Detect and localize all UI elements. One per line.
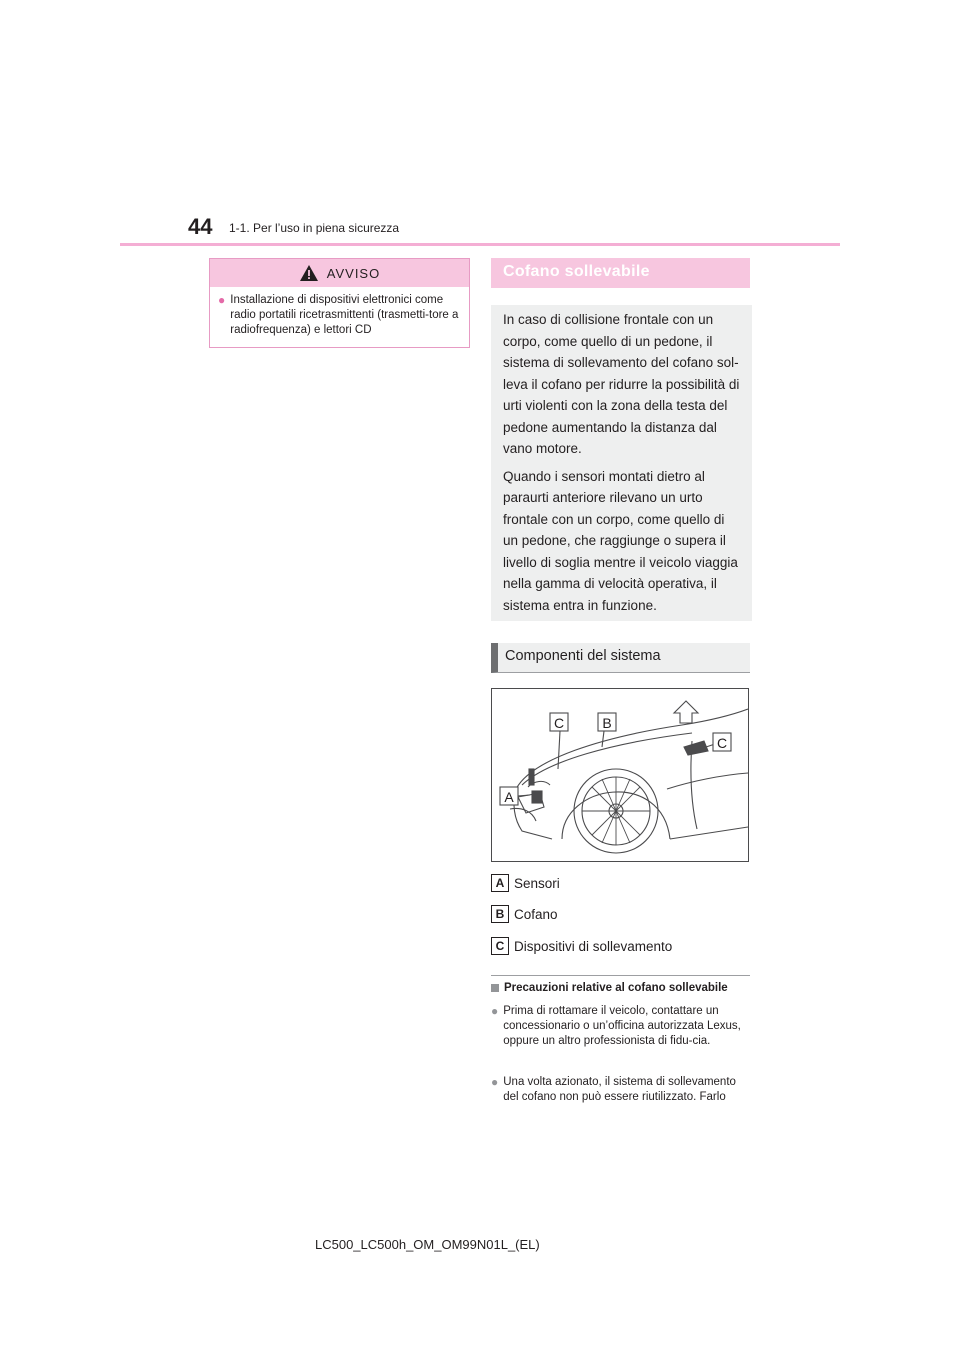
warning-box <box>209 258 470 348</box>
notes-divider <box>491 975 750 976</box>
legend-item <box>491 873 560 893</box>
figure-label-a: A <box>504 789 514 805</box>
page-number: 44 <box>188 214 213 239</box>
bullet-icon: ● <box>491 1004 499 1018</box>
bullet-icon: ● <box>491 1075 499 1089</box>
figure-label-b: B <box>602 715 612 731</box>
warning-item-text: Installazione di dispositivi elettronici come radio portatili ricetrasmittenti (trasmetti-tore a radiofrequenza) e lettori CD <box>230 294 459 336</box>
section-heading <box>491 258 750 288</box>
legend-key-b: B <box>491 905 509 923</box>
figure-label-c2: C <box>716 735 728 751</box>
legend-text: Cofano <box>514 906 558 922</box>
components-title: Componenti del sistema <box>505 648 661 664</box>
intro-box <box>491 305 752 621</box>
figure-label-c1: C <box>553 715 565 731</box>
section-title: Cofano sollevabile <box>503 263 650 280</box>
intro-paragraph-2: Quando i sensori montati dietro al paraurti anteriore rilevano un urto frontale con un corpo, come quello di un pedone, che raggiunge o supera il livello di soglia mentre il veicolo viaggia nella gamma di velocità operativa, il sistema entra in funzione. <box>503 468 738 613</box>
header-divider <box>120 243 840 246</box>
car-front-drawing <box>492 689 748 861</box>
warning-header <box>210 259 469 287</box>
note-text: Una volta azionato, il sistema di sollevamento del cofano non può essere riutilizzato. Farlo <box>503 1076 736 1103</box>
section-path: 1-1. Per l’uso in piena sicurezza <box>229 221 400 235</box>
legend-item <box>491 904 558 924</box>
components-heading <box>491 643 750 673</box>
legend-key-c: C <box>491 937 509 955</box>
car-illustration <box>491 688 749 862</box>
bullet-icon: ● <box>218 293 226 307</box>
square-bullet-icon <box>491 984 499 992</box>
intro-paragraph-1: In caso di collisione frontale con un corpo, come quello di un pedone, il sistema di sollevamento del cofano sol-leva il cofano per ridurre la possibilità di urti violenti con la zona della testa del pedone aumentando la distanza dal vano motore. <box>503 312 740 456</box>
warning-triangle-icon <box>299 264 319 282</box>
document-code: LC500_LC500h_OM_OM99N01L_(EL) <box>315 1237 540 1252</box>
legend-key-a: A <box>491 874 509 892</box>
warning-label: AVVISO <box>326 265 381 281</box>
note-text: Prima di rottamare il veicolo, contattare un concessionario o un’officina autorizzata Lexus, oppure un altro professionista di fidu-cia. <box>503 1005 741 1047</box>
note-item <box>491 1004 751 1049</box>
notes-heading <box>491 982 728 994</box>
legend-item <box>491 936 672 956</box>
notes-title: Precauzioni relative al cofano sollevabile <box>504 982 728 994</box>
warning-item <box>210 287 469 338</box>
legend-text: Sensori <box>514 875 560 891</box>
note-item <box>491 1075 751 1105</box>
legend-text: Dispositivi di sollevamento <box>514 938 673 954</box>
